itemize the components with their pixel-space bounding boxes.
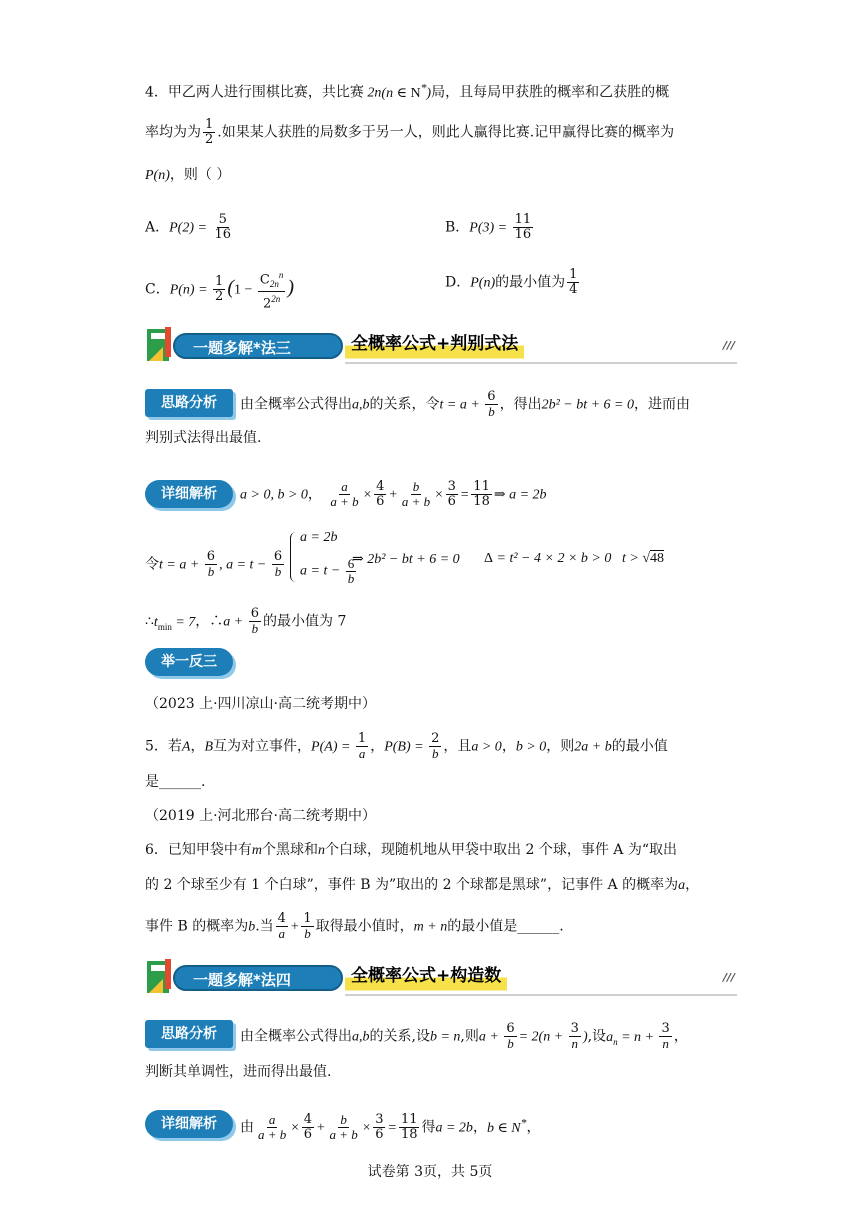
fraction-2-b: $\frac{2}{b}$ bbox=[431, 731, 440, 761]
math-tmin: $t_{min} = 7$ bbox=[153, 614, 196, 632]
analysis-text: ，进而由 bbox=[634, 396, 691, 413]
detail3-line1: a > 0, b > 0， $\frac{a}{a + b}$ × $\frac{4}{6}$ + $\frac{b}{a + b}$ × $\frac{3}{6}$ = $\frac{11}{18}$ ⇒ a = 2b bbox=[240, 479, 547, 509]
q6-text: .当 bbox=[255, 918, 274, 935]
q6-source: （2019 上·河北邢台·高二统考期中） bbox=[145, 808, 376, 824]
system-brace bbox=[290, 532, 299, 582]
fraction-5-16: $\frac{5}{16}$ bbox=[214, 212, 231, 242]
analysis-text: 的关系,设 bbox=[369, 1028, 430, 1045]
option-d-label: D． bbox=[445, 274, 471, 291]
q6-text: 事件 B 的概率为 bbox=[145, 918, 249, 935]
discriminant: Δ = t² − 4 × 2 × b > 0 bbox=[484, 551, 612, 566]
analysis-text: ，得出 bbox=[499, 396, 542, 413]
analysis3-line2: 判别式法得出最值. bbox=[145, 430, 262, 446]
fraction-one-quarter: $\frac{1}{4}$ bbox=[569, 267, 578, 297]
section-banner-method4 bbox=[145, 957, 737, 997]
fraction-4-6: $\frac{4}{6}$ bbox=[303, 1112, 313, 1143]
system-eq1: a = 2b bbox=[300, 530, 338, 545]
therefore-symbol: ，∴ bbox=[195, 613, 224, 630]
section-title: 全概率公式+判别式法 bbox=[345, 327, 524, 361]
q6-text: 个黑球和 bbox=[262, 842, 319, 858]
detail3-conclusion: $\therefore t_{min} = 7$，∴a + $\frac{6}{b}$ 的最小值为 7 bbox=[145, 606, 347, 636]
section-rule bbox=[345, 994, 737, 996]
q5-text: 的最小值 bbox=[611, 738, 668, 755]
method-pill: 一题多解*法三 bbox=[173, 333, 343, 359]
option-c-math: P(n) = bbox=[169, 282, 212, 298]
analysis-tag: 思路分析 bbox=[145, 389, 233, 417]
option-b bbox=[445, 213, 535, 242]
q6-line1: 6．已知甲袋中有m个黑球和n个白球，现随机地从甲袋中取出 2 个球，事件 A 为“取出 bbox=[145, 842, 678, 858]
fraction-a-ab: $\frac{a}{a + b}$ bbox=[330, 479, 359, 509]
detail3-line2: 令t = a + $\frac{6}{b}$ , a = t − $\frac{6}{b}$ bbox=[145, 549, 283, 579]
detail-text: 由 bbox=[240, 1119, 254, 1136]
q6-line3: 事件 B 的概率为b.当 $\frac{4}{a}$ + $\frac{1}{b}$ 取得最小值时，m + n的最小值是______. bbox=[145, 911, 564, 941]
q6-line2: 的 2 个球至少有 1 个白球”，事件 B 为”取出的 2 个球都是黑球”，记事件 A 的概率为a， bbox=[145, 877, 700, 893]
fraction-one-half: $\frac{1}{2}$ bbox=[205, 117, 214, 147]
let-text: 令 bbox=[145, 556, 159, 573]
option-a bbox=[145, 213, 235, 242]
q4-text: .如果某人获胜的局数多于另一人，则此人赢得比赛.记甲赢得比赛的概率为 bbox=[217, 124, 675, 141]
detail-text: 得 bbox=[421, 1119, 436, 1136]
math-t-def: t = a + bbox=[439, 397, 484, 413]
q5-text: 互为对立事件， bbox=[213, 738, 312, 755]
q6-text: 的 2 个球至少有 1 个白球”，事件 B 为”取出的 2 个球都是黑球”，记事件 A 的概率为 bbox=[145, 877, 679, 893]
system-result: ⇒ 2b² − bt + 6 = 0 bbox=[352, 552, 460, 567]
fraction-6-b: $\frac{6}{b}$ bbox=[487, 389, 496, 419]
analysis4-line1: 由全概率公式得出a,b的关系,设b = n,则a + $\frac{6}{b}$ = 2(n + $\frac{3}{n}$ ),设$a_n = n$ + $\frac{3}{n}$ ， bbox=[240, 1021, 688, 1051]
math-n-in-N: (n ∈ N*) bbox=[381, 81, 432, 101]
fraction-b-ab: $\frac{b}{a + b}$ bbox=[401, 479, 431, 509]
option-d-text: 的最小值为 bbox=[495, 274, 566, 291]
q4-text: 局，且每局甲获胜的概率和乙获胜的概 bbox=[431, 84, 670, 101]
fraction-11-18: $\frac{11}{18}$ bbox=[400, 1112, 418, 1143]
math-P-n: P(n) bbox=[145, 168, 170, 183]
analysis-text: 的关系，令 bbox=[369, 396, 440, 413]
fraction-6-b: $\frac{6}{b}$ bbox=[206, 549, 216, 579]
analysis-text: 由全概率公式得出 bbox=[240, 1028, 352, 1045]
section-banner-method3 bbox=[145, 325, 737, 365]
q4-text: 率均为为 bbox=[145, 124, 201, 141]
detail-tag: 详细解析 bbox=[145, 1110, 233, 1138]
therefore-symbol: ∴ bbox=[145, 613, 154, 630]
section-title: 全概率公式+构造数 bbox=[345, 959, 507, 993]
q4-text: ，则（ ） bbox=[169, 167, 231, 183]
q5-source: （2023 上·四川凉山·高二统考期中） bbox=[145, 696, 376, 712]
fraction-6-b: $\frac{6}{b}$ bbox=[273, 549, 283, 579]
practice-tag: 举一反三 bbox=[145, 648, 233, 676]
page-footer: 试卷第 3页，共 5页 bbox=[367, 1164, 493, 1180]
analysis-text: ,则 bbox=[460, 1028, 479, 1045]
fraction-1-b: $\frac{1}{b}$ bbox=[303, 911, 312, 941]
fraction-binomial: $\frac{C_{2n}^n}{2^{2n}}$ bbox=[259, 270, 284, 312]
option-c: C．P(n) = $\frac{1}{2}$ (1 − $\frac{C_{2n}^n}{2^{2n}}$ ) bbox=[145, 270, 295, 312]
analysis-text: ,设 bbox=[587, 1028, 607, 1045]
fraction-4-a: $\frac{4}{a}$ bbox=[277, 911, 286, 941]
system-eq2: a = t − $\frac{6}{b}$ bbox=[300, 556, 355, 586]
fraction-3-6: $\frac{3}{6}$ bbox=[447, 479, 456, 509]
fraction-11-18: $\frac{11}{18}$ bbox=[473, 479, 490, 509]
fraction-11-16: $\frac{11}{16}$ bbox=[514, 212, 532, 242]
q6-text: 个白球，现随机地从甲袋中取出 2 个球，事件 A 为“取出 bbox=[325, 842, 678, 858]
detail-tag: 详细解析 bbox=[145, 480, 233, 508]
analysis-text: 由全概率公式得出 bbox=[240, 396, 352, 413]
q5-text: ，则 bbox=[546, 738, 575, 755]
q5-line1: 5．若A，B互为对立事件，P(A) = $\frac{1}{a}$ ，P(B) = $\frac{2}{b}$ ，且a > 0，b > 0，则2a + b的最小值 bbox=[145, 731, 668, 761]
math-2n: 2n bbox=[363, 85, 382, 101]
fraction-6-b: $\frac{6}{b}$ bbox=[506, 1021, 515, 1051]
analysis-tag: 思路分析 bbox=[145, 1020, 233, 1048]
q4-line3 bbox=[145, 165, 230, 186]
fraction-3-n: $\frac{3}{n}$ bbox=[570, 1021, 579, 1051]
fraction-1-a: $\frac{1}{a}$ bbox=[357, 731, 367, 761]
option-c-label: C． bbox=[145, 281, 170, 298]
q6-text: 的最小值是______. bbox=[447, 918, 564, 935]
fraction-6-b: $\frac{6}{b}$ bbox=[250, 606, 260, 636]
fraction-a-ab: $\frac{a}{a + b}$ bbox=[258, 1112, 287, 1143]
q4-line1 bbox=[145, 78, 669, 104]
option-b-math: P(3) = bbox=[469, 220, 511, 236]
q5-text: ，且 bbox=[443, 738, 472, 755]
math-quadratic: 2b² − bt + 6 = 0 bbox=[541, 397, 635, 413]
section-slash: /// bbox=[722, 339, 735, 352]
fraction-one-half: $\frac{1}{2}$ bbox=[215, 274, 224, 305]
fraction-3-6: $\frac{3}{6}$ bbox=[375, 1112, 384, 1143]
option-a-label: A． bbox=[145, 219, 170, 236]
option-a-math: P(2) = bbox=[169, 220, 211, 236]
option-d bbox=[445, 268, 581, 297]
section-rule bbox=[345, 362, 737, 364]
analysis3-line1 bbox=[240, 390, 690, 419]
q4-line2 bbox=[145, 118, 674, 147]
q6-text: 取得最小值时， bbox=[315, 918, 414, 935]
conclusion-text: 的最小值为 7 bbox=[263, 613, 347, 630]
math-positive: a > 0, b > 0 bbox=[240, 487, 308, 503]
fraction-b-ab: $\frac{b}{a + b}$ bbox=[329, 1112, 358, 1143]
analysis4-line2: 判断其单调性，进而得出最值. bbox=[145, 1064, 332, 1080]
section-slash: /// bbox=[722, 971, 735, 984]
q5-line2: 是______. bbox=[145, 774, 206, 790]
q6-text: 6．已知甲袋中有 bbox=[145, 842, 252, 858]
fraction-4-6: $\frac{4}{6}$ bbox=[376, 479, 385, 509]
detail4-line1: 由 $\frac{a}{a + b}$ × $\frac{4}{6}$ + $\frac{b}{a + b}$ × $\frac{3}{6}$ = $\frac{11}{18}$ 得a = 2b，b ∈ N*， bbox=[240, 1112, 541, 1143]
option-d-math: P(n) bbox=[470, 275, 496, 291]
method-pill: 一题多解*法四 bbox=[173, 965, 343, 991]
option-b-label: B． bbox=[445, 219, 470, 236]
t-bound: t > √48 bbox=[622, 551, 665, 566]
fraction-3-n: $\frac{3}{n}$ bbox=[661, 1021, 670, 1051]
q4-text: 4．甲乙两人进行围棋比赛，共比赛 bbox=[145, 84, 364, 101]
q5-text: 5．若 bbox=[145, 738, 182, 755]
detail-text: ， bbox=[526, 1119, 541, 1136]
math-ab: a,b bbox=[352, 397, 370, 413]
